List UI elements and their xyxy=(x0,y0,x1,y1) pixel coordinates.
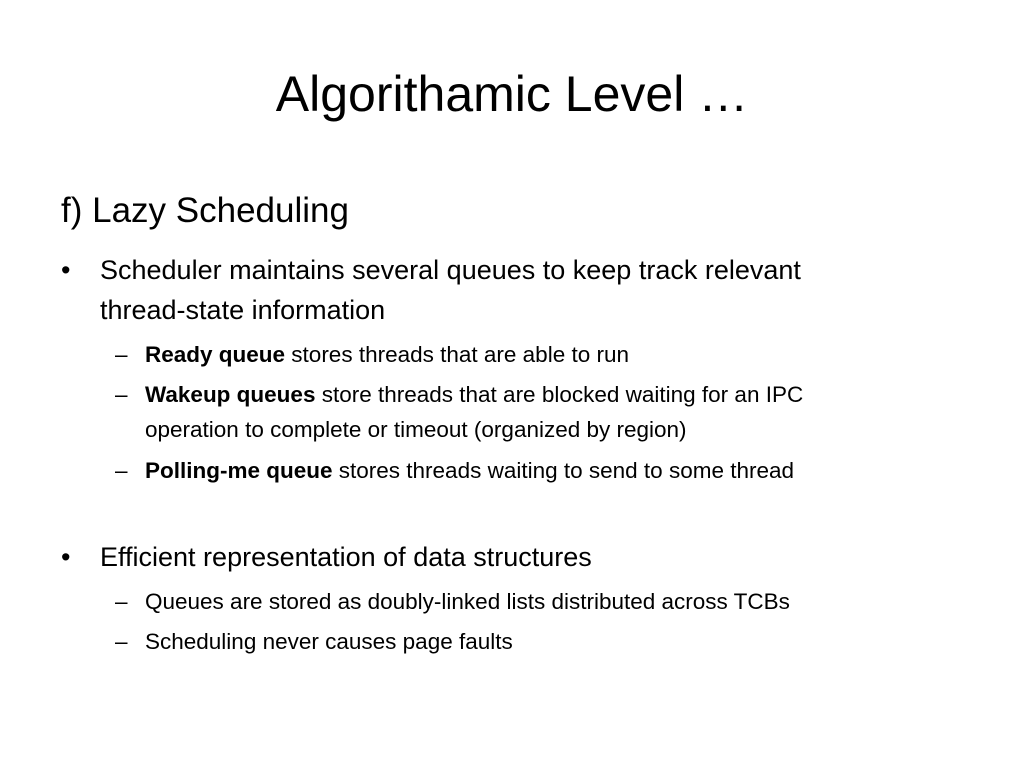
bullet-text-line: thread-state information xyxy=(100,295,386,325)
bullet-text-line: Efficient representation of data structures xyxy=(100,542,592,572)
sub-bullet-rest: store threads that are blocked waiting for an IPC xyxy=(315,382,804,407)
bullet-marker: • xyxy=(61,255,71,285)
sub-bullet-rest: stores threads that are able to run xyxy=(285,342,629,367)
dash-marker: – xyxy=(115,629,128,654)
sub-bullet-rest: stores threads waiting to send to some thread xyxy=(332,458,795,483)
sub-bullet-text: Scheduling never causes page faults xyxy=(145,629,513,654)
sub-bullet-item xyxy=(115,624,955,659)
sub-bullet-text xyxy=(145,337,945,372)
bullet-text xyxy=(100,250,950,330)
dash-marker: – xyxy=(115,382,128,407)
bullet-text-line: Scheduler maintains several queues to keep track relevant xyxy=(100,255,801,285)
sub-bullet-item xyxy=(115,453,955,488)
dash-marker: – xyxy=(115,342,128,367)
sub-bullet-rest-line2: operation to complete or timeout (organized by region) xyxy=(145,417,687,442)
dash-marker: – xyxy=(115,589,128,614)
sub-bullet-bold: Polling-me queue xyxy=(145,458,333,483)
slide-title: Algorithamic Level … xyxy=(275,66,749,122)
sub-bullet-text xyxy=(145,453,945,488)
sub-bullet-item xyxy=(115,584,955,619)
bullet-marker: • xyxy=(61,542,71,572)
bullet-item xyxy=(61,537,961,577)
sub-bullet-bold: Wakeup queues xyxy=(145,382,316,407)
bullet-item xyxy=(61,250,961,330)
bullet-text xyxy=(100,537,950,577)
sub-bullet-bold: Ready queue xyxy=(145,342,286,367)
sub-bullet-item xyxy=(115,337,955,372)
dash-marker: – xyxy=(115,458,128,483)
sub-bullet-item xyxy=(115,377,955,447)
sub-bullet-text xyxy=(145,377,945,447)
section-subheading: f) Lazy Scheduling xyxy=(61,191,349,230)
sub-bullet-text: Queues are stored as doubly-linked lists distributed across TCBs xyxy=(145,589,790,614)
